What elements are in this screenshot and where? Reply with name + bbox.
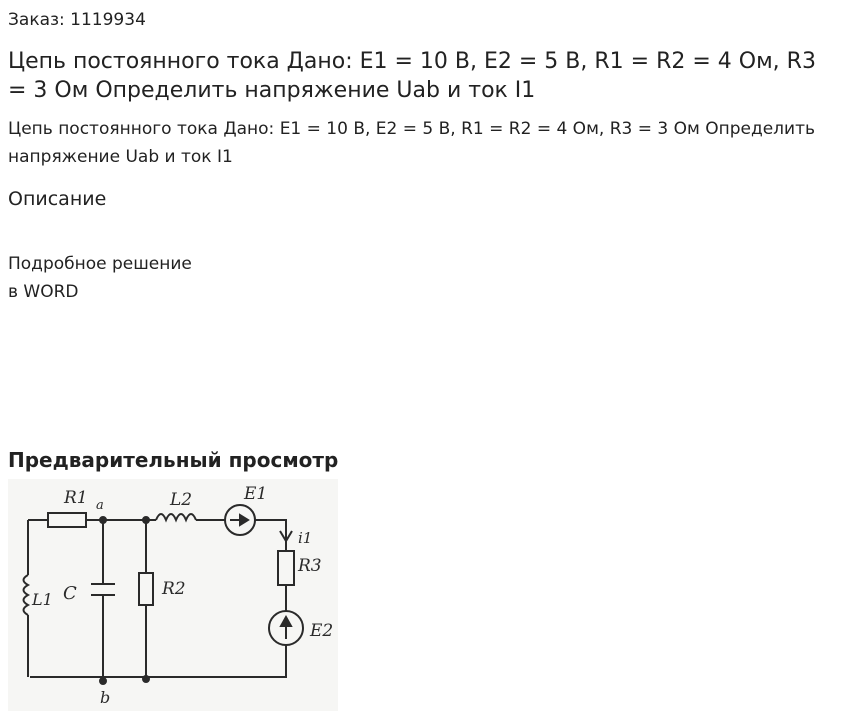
- label-l1: L1: [32, 590, 53, 609]
- circuit-preview: [8, 479, 338, 711]
- wire-bottom: [30, 645, 286, 677]
- resistor-r1: [48, 513, 86, 527]
- node-bottom-dot: [143, 676, 149, 682]
- inductor-l1: [24, 575, 29, 615]
- label-node-b: b: [100, 688, 111, 707]
- inductor-l2: [156, 514, 196, 520]
- resistor-r3: [278, 551, 294, 585]
- preview-heading: Предварительный просмотр: [8, 448, 339, 472]
- label-node-a: a: [96, 498, 104, 513]
- node-a-dot: [100, 517, 106, 523]
- label-i1: i1: [298, 529, 313, 547]
- resistor-r2: [139, 573, 153, 605]
- label-r2: R2: [162, 579, 186, 599]
- source-e2-arrow-head: [281, 617, 291, 626]
- solution-line-2: в WORD: [8, 282, 79, 302]
- wire-top-right-b: [255, 520, 286, 551]
- circuit-diagram: [8, 479, 338, 711]
- label-e1: E1: [244, 484, 268, 504]
- page-title: Цепь постоянного тока Дано: E1 = 10 В, E2 = 5 В, R1 = R2 = 4 Ом, R3 = 3 Ом Определить напряжение Uab и ток I1: [8, 49, 816, 103]
- label-r1: R1: [64, 488, 88, 508]
- label-l2: L2: [170, 490, 193, 510]
- source-e1-arrow-head: [240, 515, 248, 525]
- solution-note: [8, 250, 192, 306]
- label-r3: R3: [298, 556, 322, 576]
- description-label: Описание: [8, 188, 107, 210]
- label-e2: E2: [310, 621, 334, 641]
- solution-line-1: Подробное решение: [8, 254, 192, 274]
- order-number: Заказ: 1119934: [8, 10, 146, 30]
- task-description: Цепь постоянного тока Дано: E1 = 10 В, E2 = 5 В, R1 = R2 = 4 Ом, R3 = 3 Ом Определить напряжение Uab и ток I1: [8, 119, 816, 167]
- capacitor-c: [91, 584, 115, 595]
- label-c: C: [63, 583, 77, 604]
- node-b-dot: [100, 678, 106, 684]
- node-top-dot: [143, 517, 149, 523]
